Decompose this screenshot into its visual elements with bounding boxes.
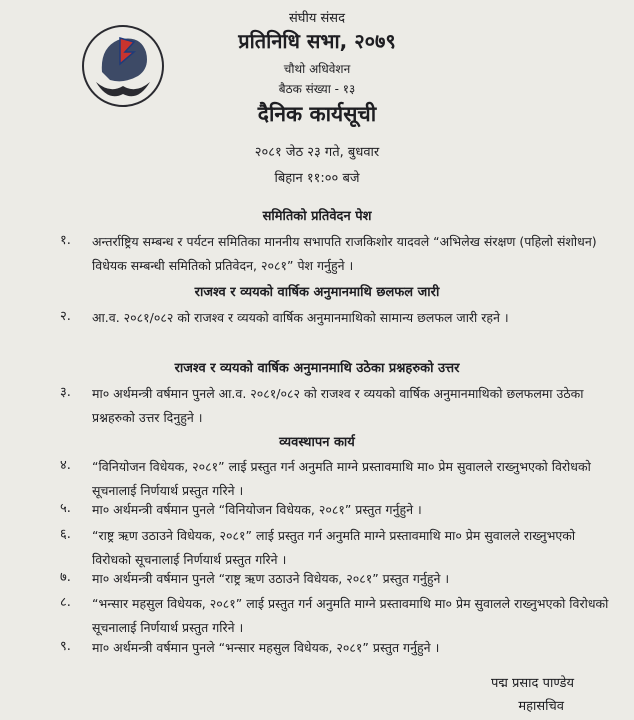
item-text: मा० अर्थमन्त्री वर्षमान पुनले “विनियोजन विधेयक, २०८१” प्रस्तुत गर्नुहुने । [92,502,422,517]
section-heading-budget-discussion: राजश्व र व्ययको वार्षिक अनुमानमाथि छलफल जारी [194,285,440,300]
item-text: आ.व. २०८१/०८२ को राजश्व र व्ययको वार्षिक अनुमानमाथिको सामान्य छलफल जारी रहने । [92,310,509,325]
signatory-name: पद्म प्रसाद पाण्डेय [490,676,574,691]
item-number: ८. [60,595,71,610]
item-number: २. [60,309,71,324]
meeting-number: बैठक संख्या - १३ [278,82,356,96]
section-heading-committee-report: समितिको प्रतिवेदन पेश [262,209,372,224]
item-number: ५. [60,501,71,516]
signatory-designation: महासचिव [518,699,564,714]
item-text: “राष्ट्र ऋण उठाउने विधेयक, २०८१” लाई प्रस्तुत गर्न अनुमति माग्ने प्रस्तावमाथि मा० प्रेम सुवालले राख्नुभएको विरोधको सूचनालाई निर्णयार्थ प्रस्तुत गरिने । [92,528,576,567]
house-title: प्रतिनिधि सभा, २०७९ [238,29,396,53]
item-number: ९. [60,639,71,654]
item-text: मा० अर्थमन्त्री वर्षमान पुनले “भन्सार महसुल विधेयक, २०८१” प्रस्तुत गर्नुहुने । [92,640,440,655]
agenda-date: २०८१ जेठ २३ गते, बुधवार [254,145,380,160]
item-number: ७. [60,570,71,585]
item-number: ३. [60,385,71,400]
session-label: चौथो अधिवेशन [283,62,351,76]
section-heading-budget-answers: राजश्व र व्ययको वार्षिक अनुमानमाथि उठेका प्रश्नहरुको उत्तर [174,361,460,376]
item-text: मा० अर्थमन्त्री वर्षमान पुनले “राष्ट्र ऋण उठाउने विधेयक, २०८१” प्रस्तुत गर्नुहुने । [92,571,450,586]
item-text: अन्तर्राष्ट्रिय सम्बन्ध र पर्यटन समितिका माननीय सभापति राजकिशोर यादवले “अभिलेख संरक्षण (पहिलो संशोधन) विधेयक सम्बन्धी समितिको प्रतिवेदन, २०८१” पेश गर्नुहुने । [92,234,597,273]
agenda-time: बिहान ११:०० बजे [274,171,360,186]
item-text: “भन्सार महसुल विधेयक, २०८१” लाई प्रस्तुत गर्न अनुमति माग्ने प्रस्तावमाथि मा० प्रेम सुवालले राख्नुभएको विरोधको सूचनालाई निर्णयार्थ प्रस्तुत गरिने । [92,596,609,635]
item-text: मा० अर्थमन्त्री वर्षमान पुनले आ.व. २०८१/०८२ को राजश्व र व्ययको वार्षिक अनुमानमाथिको छलफलमा उठेका प्रश्नहरुको उत्तर दिनुहुने । [92,386,584,425]
section-heading-legislative-business: व्यवस्थापन कार्य [279,435,355,450]
page-title: दैनिक कार्यसूची [257,102,377,126]
item-number: ६. [60,527,71,542]
item-number: ४. [60,458,71,473]
parliament-name: संघीय संसद [289,11,345,26]
item-text: “विनियोजन विधेयक, २०८१” लाई प्रस्तुत गर्न अनुमति माग्ने प्रस्तावमाथि मा० प्रेम सुवालले राख्नुभएको विरोधको सूचनालाई निर्णयार्थ प्रस्तुत गरिने । [92,459,591,498]
item-number: १. [60,233,71,248]
